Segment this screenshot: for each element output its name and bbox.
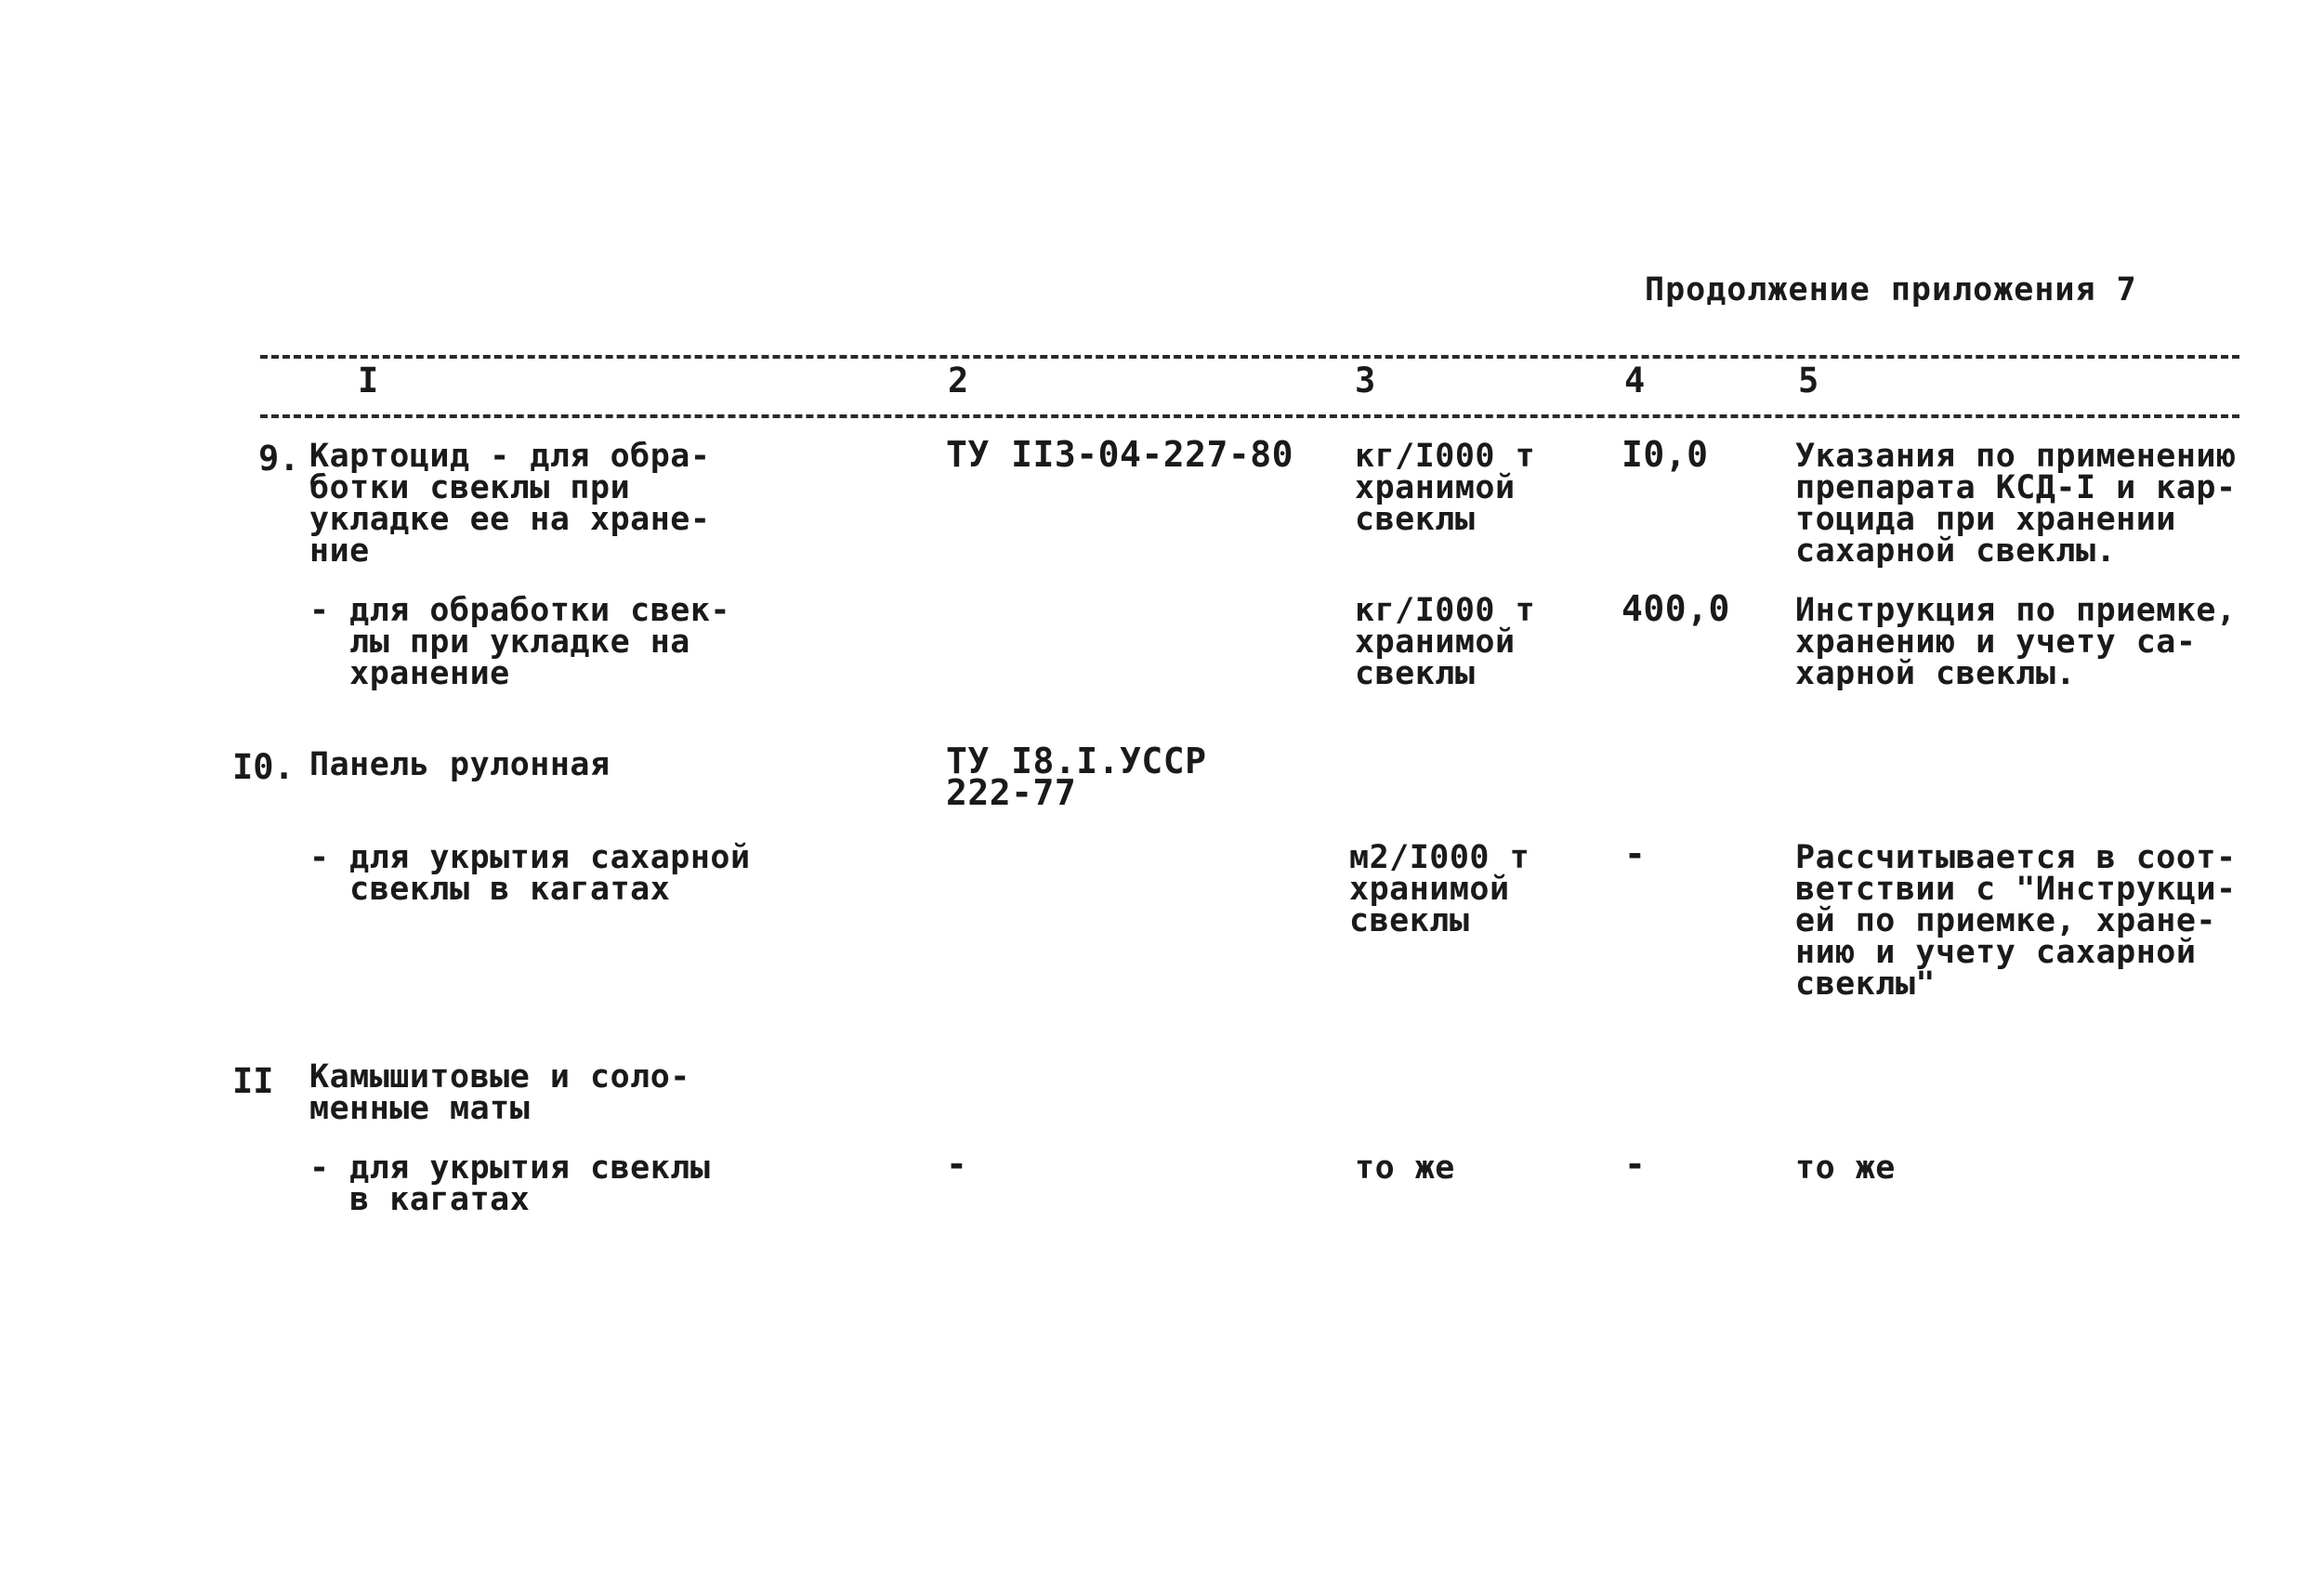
column-header-3: 3 <box>1355 361 1376 400</box>
row-unit: м2/I000 т хранимой свеклы <box>1349 839 1530 939</box>
row-value: 400,0 <box>1622 588 1730 629</box>
row-spec: - <box>946 1144 968 1185</box>
row-spec: ТУ II3-04-227-80 <box>946 434 1294 475</box>
row-name: - для укрытия свеклы в кагатах <box>309 1149 711 1218</box>
row-note: Указания по применению препарата КСД-I и кар- тоцида при хранении сахарной свеклы. <box>1795 438 2237 570</box>
row-value: I0,0 <box>1622 434 1709 475</box>
row-value: - <box>1624 1144 1647 1185</box>
row-unit: то же <box>1355 1149 1455 1187</box>
row-number: I0. <box>232 747 295 787</box>
row-name: Панель рулонная <box>309 746 611 783</box>
continuation-title: Продолжение приложения 7 <box>1645 271 2137 308</box>
row-unit: кг/I000 т хранимой свеклы <box>1355 592 1536 692</box>
column-header-5: 5 <box>1798 361 1819 400</box>
table-header-rule <box>260 414 2239 418</box>
row-note: Инструкция по приемке, хранению и учету са- харной свеклы. <box>1795 592 2237 692</box>
row-spec: ТУ I8.I.УССР 222-77 <box>946 741 1207 813</box>
row-value: - <box>1624 833 1647 874</box>
column-header-2: 2 <box>948 361 969 400</box>
column-header-1: I <box>358 361 379 400</box>
row-name: - для укрытия сахарной свеклы в кагатах <box>309 839 751 908</box>
row-name: Камышитовые и соло- менные маты <box>309 1058 690 1127</box>
column-header-4: 4 <box>1624 361 1646 400</box>
row-name: - для обработки свек- лы при укладке на хранение <box>309 592 731 692</box>
row-number: 9. <box>258 439 300 479</box>
row-unit: кг/I000 т хранимой свеклы <box>1355 438 1536 538</box>
table-top-rule <box>260 355 2239 359</box>
row-number: II <box>232 1061 274 1101</box>
row-name: Картоцид - для обра- ботки свеклы при укладке ее на хране- ние <box>309 438 711 570</box>
row-note: то же <box>1795 1149 1896 1187</box>
row-note: Рассчитывается в соот- ветствии с "Инструкци- ей по приемке, хране- нию и учету сахарной свеклы" <box>1795 839 2237 1003</box>
